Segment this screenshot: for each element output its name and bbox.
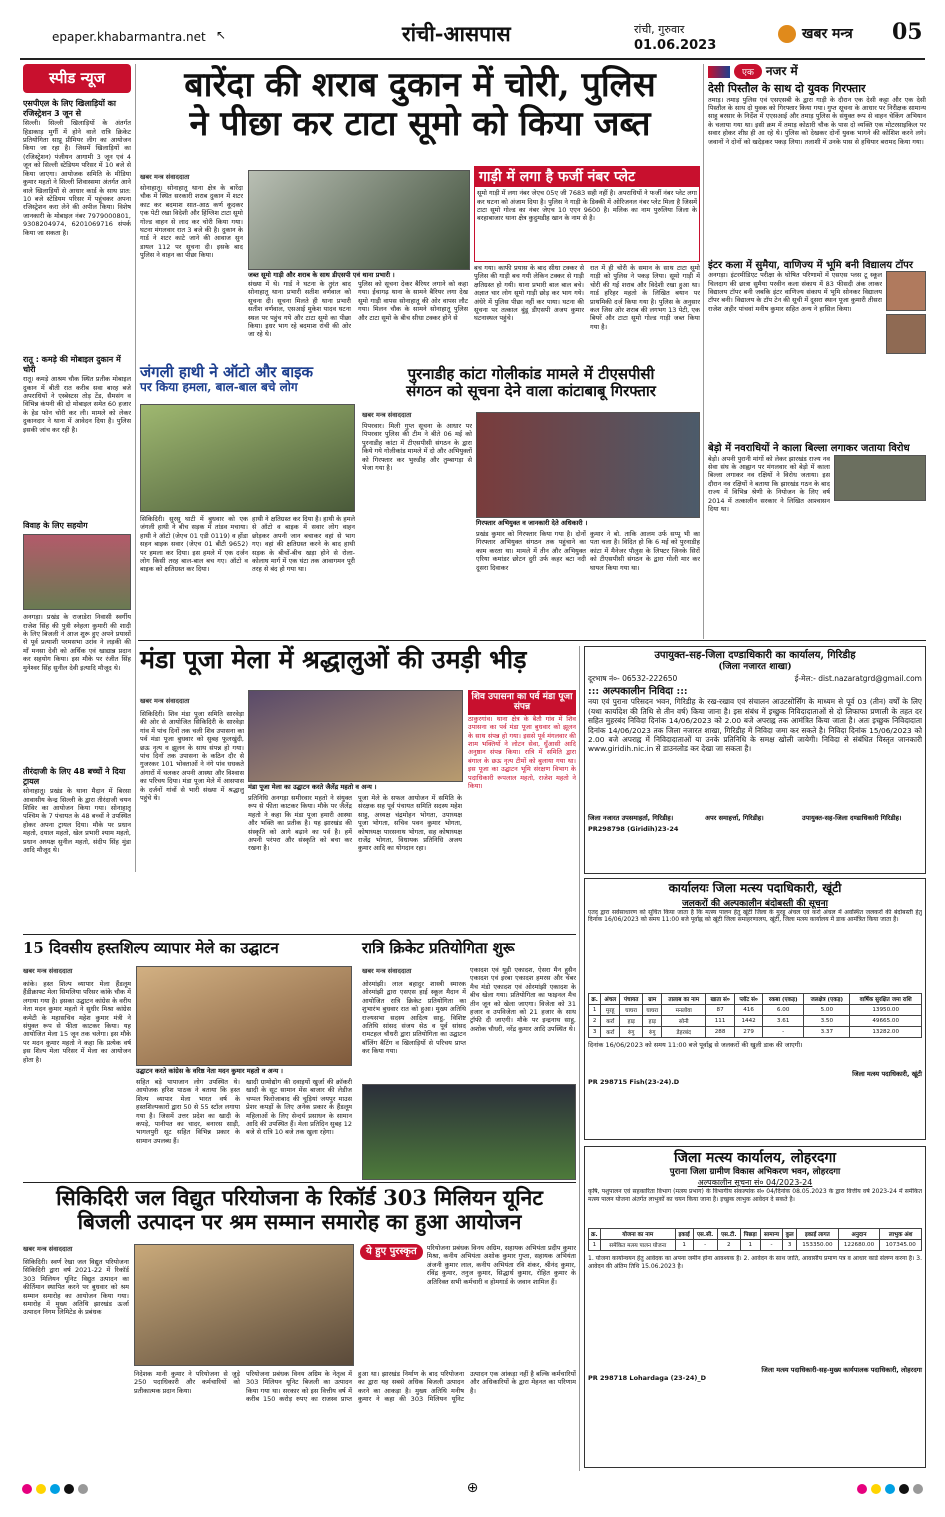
speed-news-body-1: सिल्ली। सिल्ली खिलाड़ियों के अंतर्गत हिडाकाड़ मुर्गी में होने वाले रात्रि क्रिकेट प्रतियोगिता साप्रू प्रीमियर लीग का आयोजन किया जा रहा है। जिसमें खिलाड़ियों का (रजिस्ट्रेशन) पंजीयन आगामी 3 जून एवं 4 जून को सिल्ली स्टेडियम परिसर में 10 बजे से किया जाएगा। आयोजक समिति के मीडिया कुमार महतो ने सिल्ली शिवास्समा अंतर्गत आने वाले खिलाड़ियों से आधार कार्ड के साथ प्रात: 10 बजे स्टेडियम परिसर में पहुंचकर अपना रजिस्ट्रेशन करा लेने की अपील किया। विशेष जानकारी के मोबाइल नंबर 7979000801, 9308204974, 6201069716 संपर्क किया जा सकता है।: [23, 119, 131, 237]
nazar-title-3: बेड़ो में नवराधियों ने काला बिल्ला लगाकर जताया विरोध: [708, 443, 910, 455]
speed-news-column: [23, 64, 131, 872]
cursor-icon: ↖: [216, 28, 227, 42]
wedding-photo: [23, 534, 131, 610]
table-cell: 87: [706, 1004, 735, 1015]
shilp-photo-caption: उद्घाटन करते कांग्रेस के वरिष्ठ नेता मदन कुमार महतो व अन्य ।: [136, 1066, 352, 1075]
table-cell: 122680.00: [838, 1240, 880, 1251]
header-date: 01.06.2023: [634, 38, 717, 53]
table-cell: 6.00: [763, 1004, 804, 1015]
table-header-cell: प्लॉट सं०: [735, 993, 763, 1004]
notice1-email[interactable]: ई-मेल:- dist.nazaratgrd@gmail.com: [794, 673, 922, 683]
table-cell: 3.50: [804, 1015, 850, 1026]
kantababu-byline: खबर मन्त्र संवाददाता: [362, 411, 412, 419]
table-cell: रुंगु: [620, 1026, 643, 1037]
notice2-title: कार्यालयः जिला मत्स्य पदाधिकारी, खूंटी: [668, 881, 842, 895]
sikidiri-byline: खबर मन्त्र संवाददाता: [23, 1245, 73, 1253]
notice3-sig: जिला मत्स्य पदाधिकारी-सह-मुख्य कार्यपालक पदाधिकारी, लोहरदगा: [761, 1366, 922, 1375]
table-cell: मुरहू: [601, 1004, 620, 1015]
sikidiri-body-2: परियोजना प्रबंधक विनय अग्रिम के नेतृत्व में 303 मिलियन यूनिट बिजली का उत्पादन किया गया था। सरकार को इस वित्तीय वर्ष में करीब 150 करोड़ रुपए का राजस्व प्राप्त हुआ था। झारखंड निर्माण के बाद परियोजना का द्वारा यह सबसे अधिक बिजली उत्पादन करने का आकड़ा है। मुख्य अतिथि मनीष कुमार ने कहा की 303 मिलियन यूनिट उत्पादन एक आंकड़ा नहीं है बल्कि कर्मचारियों और अधिकारियों के द्वारा मेहनत का परिणाम है।: [246, 1370, 576, 1404]
speed-news-title-4: तीरंदाजी के लिए 48 बच्चों ने दिया ट्रायल: [23, 767, 126, 787]
table-cell: 111: [706, 1015, 735, 1026]
fake-plate-title: गाड़ी में लगा है फर्जी नंबर प्लेट: [475, 167, 699, 187]
table-cell: 107345.00: [880, 1240, 922, 1251]
table-cell: 1: [589, 1004, 601, 1015]
table-cell: 1: [589, 1240, 601, 1251]
sikidiri-body-1: सिकिदिरी। स्वर्ण रेखा जल विद्युत परियोजना सिकिदिरी द्वारा वर्ष 2021-22 में रिकॉर्ड 303 मिलियन यूनिट विद्युत उत्पादन का कीर्तिमान स्थापित करने पर बुधवार को श्रम सम्मान समारोह का आयोजन किया गया। समारोह में मुख्य अतिथि झारखंड ऊर्जा उत्पादन निगम लिमिटेड के प्रबंधक: [23, 1258, 129, 1317]
section-title: रांची-आसपास: [402, 21, 511, 46]
table-cell: घाघरा: [643, 1004, 662, 1015]
table-cell: हाड़: [643, 1015, 662, 1026]
table-cell: मनलोवा: [662, 1004, 706, 1015]
table-header-cell: खाता सं०: [706, 993, 735, 1004]
table-cell: 5.00: [804, 1004, 850, 1015]
nazar-body-2: अनगड़ा। इंटरमीडिएट परीक्षा के घोषित परिणामों में एसएस प्लस टू स्कूल चिलदाग की छात्रा सुमैया परवीन कला संकाय में 83 फीसदी अंक लाकर विद्यालय टॉपर बनी जबकि इंटर वाणिज्य संकाय में भूमि सोनकर विद्यालय टॉपर बनी। विद्यालय के टॉप टेन की सूची में दूसरा स्थान पूजा कुमारी तीसरा राजेश अहीर पांचवां मनीष कुमार सहित अन्य ने हासिल किया।: [708, 271, 882, 313]
mela-body-1: सिकिदिरी। शिव मंडा पूजा समिति सारवेड़ा की ओर से आयोजित सिकिदिरी के सारवेड़ा गांव में पांच दिनों तक चली शिव उपासना का पर्व मंडा पूजा बुधवार को सुबह फूलखुंदी, छऊ नृत्य व झूलन के साथ संपन्न हो गया। पांच दिनों तक उपासना के कठिन दौर से गुजरकर 101 भोक्ताओं ने नंगे पांव धधकते अंगारों में चलकर अपनी आस्था और विश्वास का परिचय दिया। मंडा पूजा मेले में आसपास के दर्जनों गांवों से भारी संख्या में श्रद्धालु पहुंचे थे।: [140, 710, 244, 803]
table-row: [589, 1004, 922, 1015]
kantababu-photo-caption: गिरफ्तार अभियुक्त व जानकारी देते अधिकारी ।: [476, 518, 700, 527]
table-header-cell: पंचायत: [620, 993, 643, 1004]
nazar-title-2: इंटर कला में सुमैया, वाणिज्य में भूमि बनी विद्यालय टॉपर: [708, 259, 913, 271]
speed-news-body-3: अनगड़ा। प्रखंड के राजाडेरा निवासी स्वर्गीय राजेश सिंह की पुत्री स्नेहला कुमारी की शादी के लिए बिजली ने आज शुरू हुए अपने प्रयासों से पूर्व प्रत्याशी परमसभा उरांव ने लड़की की माँ मनसा देवी को अर्थिक एवं खाद्यान्न प्रदान कर सहयोग किया। इस मौके पर रंजीत सिंह मुनेश्वर सिंह सुनील देवी इत्यादि मौजूद थे।: [23, 613, 131, 672]
notice2-subtitle: जलकरों की अल्पकालीन बंदोबस्ती की सूचना: [682, 898, 828, 909]
table-header-cell: ग्राम: [643, 993, 662, 1004]
kantababu-headline: पुरनाडीह कांटा गोलीकांड मामले में टीएसपीसी संगठन को सूचना देने वाला कांटाबाबू गिरफ्तार: [406, 365, 656, 401]
table-cell: 416: [735, 1004, 763, 1015]
kantababu-body-3: कुमार ने बो. ताकि आलम उर्फ सप्पू भी का पता चला है। विदित हो कि 6 मई को पुरनाडीह कांटा में मैनेजर पौलुस के लिफ्टर जिनके सिरों को टीएसपीसी संगठन के द्वारा गोली मार कर घायल किया गया था।: [590, 530, 700, 572]
table-header-cell: इकाई: [675, 1229, 693, 1240]
notice1-org: उपायुक्त-सह-जिला दण्डाधिकारी का कार्यालय, गिरिडीह: [654, 650, 856, 661]
elephant-photo: [140, 404, 355, 512]
notice-khunti: [584, 878, 926, 1140]
awardees-body: परियोजना प्रबंधक विनय अग्रिम, सहायक अभियंता प्रदीप कुमार मिश्रा, कनीय अभियंता अशोक कुमार गुप्ता, सहायक अभियंता अंजनी कुमार लाल, कनीय अभियंता रवि शंकर, श्रीनंद कुमार, रविंद्र कुमार, तनुज कुमार, सिद्धार्थ कुमार, रोहित कुमार के अतिरिक्त सभी कर्मचारी व होमगार्ड के जवान शामिल हैं।: [426, 1244, 576, 1286]
nazar-title: नजर में: [765, 64, 798, 78]
table-cell: रुंगु: [643, 1026, 662, 1037]
table-header-cell: इकाई लागत: [797, 1229, 839, 1240]
nazar-body-1: तमाड़। तमाड़ पुलिस एवं एसएसबी के द्वारा गाड़ी के दौरान एक देसी कट्टा और एक देसी पिस्तौल के साथ दो युवक को गिरफ्तार किया गया। गुप्त सूचना के आधार पर निरीक्षक सामान्य साहु बरसार के निर्देश में एएसआई और तमाड़ पुलिस के संयुक्त रूप से वाहन चेकिंग अभियान के चलाया गया था। इसी क्रम में तमाड़ कोठारी चौक के पास दो व्यक्ति एक मोटरसाइकिल पर सवार होकर शीघ्र ही आ रहे थे। पुलिस को देखकर दोनों युवक भागने की कोशिश करने लगे। जवानों ने दोनों को खदेड़कर पकड़ लिया। तलाशी में उनके पास से हथियार बरामद किया गया।: [708, 95, 926, 146]
notice2-body: एतद् द्वारा सर्वसाधारण को सूचित किया जाता है कि मत्स्य पालन हेतु खूंटी जिला के मुरहू अंचल एवं कर्रा अंचल में अवस्थित जलकरों की बंदोबस्ती हेतु दिनांक 16/06/2023 को समय 11:00 बजे पूर्वाह्न को खूंटी जिला समाहरणालय, खूंटी, जिला मत्स्य कार्यालय में डाक आमंत्रित किया जाता है।: [588, 908, 922, 924]
table-header-cell: क्र.: [589, 993, 601, 1004]
table-header-cell: अनुदान: [838, 1229, 880, 1240]
notice2-note: दिनांक 16/06/2023 को समय 11:00 बजे पूर्वाह्न से जलकरों की खुली डाक की जाएगी।: [588, 1040, 803, 1049]
notice1-sig1: जिला नजारत उपसमाहर्ता, गिरिडीह।: [588, 814, 674, 823]
footer-color-marks: [20, 1478, 925, 1498]
table-cell: 279: [735, 1026, 763, 1037]
table-header-cell: रकबा (एकड़): [763, 993, 804, 1004]
notice1-sig2: अपर समाहर्त्ता, गिरिडीह।: [705, 814, 764, 823]
topper-photo-1: [886, 271, 926, 311]
speed-news-title-2: रातू : कमड़े की मोबाइल दुकान में चोरी: [23, 355, 121, 375]
table-cell: 3: [783, 1240, 797, 1251]
shilp-body-3: खादी ग्रामोद्योग की दवाइयों खुर्जा की क्रॉकरी खादी के सूट सामान मेंस बाजार की लेडीज चप्पल फिरोजाबाद की चूड़ियां जयपुर माउस प्रेशर कपड़ों के लिए अनेक प्रकार के हैंडलूम महिलाओं के लिए सेन्दर्य प्रसाधन के सामान आदि की उपस्थित हैं। मेला प्रतिदिन सुबह 12 बजे से रात्रि 10 बजे तक खुला रहेगा।: [246, 1078, 352, 1137]
shiv-body: ठाकुरगांव। थाना क्षेत्र के बैतौ गांव में शिव उपासना का पर्व मंडा पूजा बुधवार को झूलन के साथ संपन्न हो गया। इससे पूर्व मंगलवार की शाम भक्तियों ने लोटन सेवा, धुँआसी आदि अनुष्ठान संपन्न किया। रात्रि में समिति द्वारा बंगाल के छऊ नृत्य टीमों को बुलाया गया था। इस पूजा का उद्घाटन भूमि संरक्षण विभाग के पदाधिकारी रूपलाल महतो, राजेश महतो ने किया।: [468, 714, 576, 790]
table-cell: 2: [589, 1015, 601, 1026]
notice3-pr: PR 298718 Lohardaga (23-24)_D: [588, 1374, 706, 1383]
page-number: 05: [892, 19, 923, 45]
notice1-phone: दूरभाष नं०- 06532-222650: [588, 673, 678, 683]
cricket-body-1: ओरमांझी। लाल बहादुर शास्त्री स्मारक ओरमांझी द्वारा एसएस हाई स्कूल मैदान में आयोजित रात्रि क्रिकेट प्रतियोगिता का शुभारंभ बुधवार रात को हुआ। मुख्य अतिथि राज्यसभा सदस्य आदित्य साहु, विशिष्ट अतिथि सांसद संजय सेठ व पूर्व सांसद रामटहल चौधरी द्वारा प्रतियोगिता का उद्घाटन बॉलिंग बैटिंग व खिलाड़ियों से परिचय प्राप्त कर किया गया।: [362, 980, 466, 1056]
lead-body-5: रात में ही चोरी के समान के साथ टाटा सूमो गाड़ी को पुलिस ने पकड़ लिया। सूमो गाड़ी में चोरी की गई शराब और विदेशी रखा हुआ था। गार्ड हरिहर महतो के लिखित बयान पर प्राथमिकी दर्ज किया गया है। पुलिस के अनुसार कल जिस ओर शराब की लगभग 13 पेटी, एक बियरें और टाटा सूमो गोल्ड गाड़ी जब्त किया गया है।: [590, 264, 700, 331]
shilp-byline: खबर मन्त्र संवाददाता: [23, 967, 73, 975]
kantababu-body-2: प्रखंड कुमार को गिरफ्तार किया गया है। दोनों गिरफ्तार अभियुक्त संगठन तक पहुंचाने का काम करता था। मामले में तीन और अभियुक्त एरिया कमांडर छोटन दुरी उर्फ कहर बटा नदी दूसरा दिवाकर: [476, 530, 586, 572]
table-header-cell: पिछड़ा: [740, 1229, 760, 1240]
fake-plate-box: [474, 166, 700, 262]
lead-body-4: बच गया। काफी प्रयास के बाद सीधा टक्कर से पुलिस की गाड़ी बच गयी लेकिन टक्कर से गाड़ी क्षतिग्रस्त हो गयी। थाना प्रभारी बाल बाल बचे। अज्ञात चार लोग सूमो गाड़ी छोड़ कर भाग गये। अंधेरे में पुलिस पीछा नहीं कर पाया। घटना की सूचना पर तत्काल बुंडू डीएसपी अजय कुमार घटनास्थल पहुंचे।: [474, 264, 584, 323]
cricket-byline: खबर मन्त्र संवाददाता: [362, 967, 412, 975]
notice1-sub: (जिला नजारत शाखा): [718, 661, 792, 672]
table-cell: 2: [717, 1240, 740, 1251]
shilp-body-1: कांके। हस्त शिल्प व्यापार मेला हैंडलूम हैंडीक्राफ्ट मेला सिमलिया परिसर कांके चौक में लगाया गया है। इसका उद्घाटन कांग्रेस के वरीय नेता मदन कुमार महतो ने सुधीर मिश्रा कांग्रेस कमेटी के महासचिव महेश कुमार मंत्री ने संयुक्त रूप से फीता काटकर किया। यह आयोजित मेला 15 जून तक चलेगा। इस मौके पर मदन कुमार महतो ने कहा कि प्रत्येक वर्ष इस शिल्प मेला परिसर में मेला का आयोजन होता है।: [23, 980, 131, 1064]
table-header-cell: कुल: [783, 1229, 797, 1240]
cricket-headline: रात्रि क्रिकेट प्रतियोगिता शुरू: [362, 939, 515, 957]
table-header-cell: जलक्षेत्र (एकड़): [804, 993, 850, 1004]
mela-headline: मंडा पूजा मेला में श्रद्धालुओं की उमड़ी भीड़: [140, 645, 527, 674]
table-header-cell: क्र.: [589, 1229, 601, 1240]
notice3-sub2: अल्पकालीन सूचना सं० 04/2023-24: [697, 1178, 813, 1188]
lead-body-2b: संख्या में थे। गार्ड ने घटना के तुरंत बाद सोनाहातू थाना प्रभारी सतीश वर्णवाल को सूचना दी। सूचना मिलते ही थाना प्रभारी सतीश वर्णवाल, एसआई मुकेश यादव घटना स्थल पर पहुंच गये और टाटा सूमो का पीछा किया। इधर भाग रहे बदमाश रांची की ओर जा रहे थे।: [248, 280, 351, 339]
cricket-body-2: एकादश एवं यूडी एकादश, ऐसरा मैन हुसैन एकादश एवं इरबा एकादश हमरस और चेंबर मैच मंडो एकादश एवं ओरमांझी एकादश के बीच खेला गया। प्रतियोगिता का फाइनल मैच तीन जून को खेला जाएगा। विजेता को 31 हजार व उपविजेता को 21 हजार के साथ ट्रॉफी दी जाएगी। मौके पर इन्द्रनाथ साहु, अशोक चौधरी, नरेंद्र कुमार आदि उपस्थित थे।: [470, 966, 576, 1033]
table-row: [589, 1026, 922, 1037]
notice2-pr: PR 298715 Fish(23-24).D: [588, 1077, 680, 1086]
lead-photo-caption: जब्त सूमो गाड़ी और शराब के साथ डीएसपी एवं थाना प्रभारी ।: [248, 270, 470, 279]
table-cell: 3: [589, 1026, 601, 1037]
table-row: [589, 1015, 922, 1026]
lead-byline: खबर मन्त्र संवाददाता: [140, 173, 190, 181]
nazar-title-1: देसी पिस्तौल के साथ दो युवक गिरफ्तार: [708, 82, 866, 95]
table-cell: सोनी: [662, 1015, 706, 1026]
notice3-body: कृषि, पशुपालन एवं सहकारिता विभाग (मत्स्य प्रभाग) के विभागीय संकल्पांक सं० 04/दिनांक 08.05.2023 के द्वारा वित्तीय वर्ष 2023-24 में समेकित मत्स्य पालन योजना अंतर्गत लाभुकों का चयन किया जाना है। इच्छुक लाभुक आवेदन दे सकते है।: [588, 1188, 922, 1203]
table-header-cell: एस.टी.: [717, 1229, 740, 1240]
header: [0, 0, 945, 66]
nazar-flag-icon: [708, 66, 730, 78]
kantababu-body-1: पिपरवार। मिली गुप्त सूचना के आधार पर पिपरवार पुलिस की टीम ने बीते 06 मई को पुरनाडीह कांटा में टीएसपीसी संगठन के द्वारा किये गये गोलीकांड मामले में दो और अभियुक्तों को गिरफ्तार कर भुरुडीह और तुम्बागड़ा से भेजा गया है।: [362, 422, 472, 473]
table-cell: -: [763, 1026, 804, 1037]
elephant-headline: जंगली हाथी ने ऑटो और बाइक पर किया हमला, बाल-बाल बचे लोग: [140, 363, 313, 395]
speed-news-body-4: सोनाहातू। प्रखंड के थाना मैदान में बिरसा आवासीय केन्द्र सिल्ली के द्वारा तीरंदाजी चयन शिविर का आयोजन किया गया। सोनाहातू पश्चिम के 7 पंचायत के 48 बच्चों ने उपस्थित होकर अपना ट्रायल दिया। मौके पर प्रधान महतो, दयाल महतो, खेल प्रभारी श्याम महतो, प्रधान अध्यक्ष सुनील महतो, संदीप सिंह मुंडा आदि मौजूद थे।: [23, 787, 131, 855]
notice1-body: नया एवं पुराना परिसदन भवन, गिरिडीह के रख-रखाव एवं संचालन आउटसोर्सिंग के माध्यम से पूर्व 03 (तीन) वर्षों के लिए (यथा कार्यादेश की तिथि से तीन वर्ष) किया जाना है। इस संबंध में इच्छुक निविदादाताओं से दो लिफाफा प्रणाली के तहत दर सहित मुहरबंद निविदा दिनांक 14/06/2023 को 2.00 बजे अपराह्न तक आमंत्रित किया जाता है। अतः इच्छुक निविदादाता दिनांक 14/06/2023 तक जिला नजारत शाखा, गिरिडीह में निविदा जमा कर सकते है। निविदा दिनांक 15/06/2023 को 2.00 बजे अपराह्न में निविदादाताओं या उनके प्रतिनिधि के समक्ष खोली जायेगी। निविदा से संबंधित विस्तृत जानकारी www.giridih.nic.in से डाउनलोड कर देखा जा सकता है।: [588, 697, 922, 754]
lead-headline: बारेंदा की शराब दुकान में चोरी, पुलिस ने पीछा कर टाटा सूमो को किया जब्त: [184, 65, 656, 145]
table-header-cell: अंचल: [601, 993, 620, 1004]
table-cell: 1: [740, 1240, 760, 1251]
protest-photo: [834, 455, 926, 501]
table-cell: 3.37: [804, 1026, 850, 1037]
site-url[interactable]: epaper.khabarmantra.net: [52, 30, 206, 44]
speed-news-title-1: एसपीएल के लिए खिलाड़ियों का रजिस्ट्रेशन 3 जून से: [23, 99, 116, 119]
header-day: रांची, गुरुवार: [634, 23, 685, 36]
table-cell: 288: [706, 1026, 735, 1037]
nazar-body-3: बेड़ो। अपनी पुरानी मांगों को लेकर झारखंड राज्य नव सेवा संघ के आह्वान पर मंगलवार को बेड़ो में काला बिल्ला लगाकर नव रक्षियों ने विरोध जताया। इस दौरान नव रक्षियों ने बताया कि झारखंड गठन के बाद राज्य में विभिन्न श्रेणी के नियोजन के लिए वर्ष 2014 में तत्कालीन सरकार ने लिखित आश्वासन दिया था।: [708, 454, 830, 514]
kantababu-photo: [476, 412, 700, 518]
elephant-body-1: सिकिदिरी। सुरसु घाटी में बुधवार को एक जंगली हाथी ने बीच सड़क में तांडव मचाया। हाथी ने ऑटो (जेएच 01 एडी 0119) व होंडा सहन बाइक सवार (जेएच 01 बीटी 9652) पर हमला कर दिया। इस हमले में एक दर्जन लोग किसी तरह बाल-बाल बच गए। ऑटो व बाइक को क्षतिग्रस्त कर दिया।: [140, 515, 248, 574]
shilp-headline: 15 दिवसीय हस्तशिल्प व्यापार मेले का उद्घाटन: [23, 939, 279, 957]
table-cell: 13282.00: [850, 1026, 922, 1037]
table-cell: 3.61: [763, 1015, 804, 1026]
lead-body-1: सोनाहातू। सोनाहातू थाना क्षेत्र के बारेंदा चौक में स्थित सरकारी शराब दुकान में शटर काट कर बदमाश सात-आठ कर्ण कूदकर एक पेटी रखा विदेशी और हिंग्लिश टाटा सूमो गोल्ड वाहन से लाद कर चोरी किया गया। घटना मंगलवार रात 3 बजे की है। दुकान के गार्ड ने शटर काटे जाने की आवाज सुन डायल 112 पर सूचना दी। इसके बाद पुलिस ने वाहन का पीछा किया।: [140, 184, 243, 260]
table-header-cell: योजना का नाम: [600, 1229, 675, 1240]
speed-news-title-3: विवाह के लिए सहयोग: [23, 521, 88, 531]
mela-body-2: प्रतिनिधि अनगड़ा समीरवार महतो ने संयुक्त रूप से फीता काटकर किया। मौके पर जैलेंद्र महतो ने कहा कि मंडा पूजा हमारी आस्था और भक्ति का प्रतीक है। यह झारखंड की संस्कृति को आगे बढ़ाने का पर्व है। हमें अपनी परंपरा और संस्कृति को बचा कर रखना है।: [248, 794, 352, 853]
table-cell: हाड़: [620, 1015, 643, 1026]
shilp-photo: [136, 966, 352, 1066]
fake-plate-body: सूमो गाड़ी में लगा नंबर जेएच 05ए जी 7683 सही नहीं है। अपराधियों ने फर्जी नंबर प्लेट लगा कर घटना को अंजाम दिया है। पुलिस ने गाड़ी के डिक्की में ओरिजनल नंबर प्लेट मिला है जिसमें टाटा सूमो गोल्ड का नंबर जेएच 10 एएन 9600 है। मलिक का नाम पुरुलिया जिला के बरहाबाजार थाना क्षेत्र कुदुमडीह खान के नाम से है।: [477, 189, 697, 223]
table-cell: 1: [675, 1240, 693, 1251]
notice-lohardaga: [584, 1146, 926, 1468]
table-cell: कर्रा: [601, 1015, 620, 1026]
table-row: [589, 1240, 922, 1251]
brand-name: खबर मन्त्र: [802, 26, 853, 42]
elephant-body-2: हाथी ने क्षतिग्रस्त कर दिया है। हाथी के हमले से ऑटो व बाइक में सवार लोग वाहन छोड़कर अपनी जान बचाकर वहां से भाग गए। वहां की क्षतिग्रस्त करने के बाद हाथी सड़क के बीचों-बीच खड़ा होने से रोला-कोलाघ मार्ग में एक घंटा तक आवागमन पूरी तरह से बंद हो गया था।: [252, 515, 355, 574]
notice3-notes: 1. योजना कार्यान्वयन हेतु आवेदक का अपना जमीन होना आवश्यक है। 2. आवेदन के साथ जाति, आवासीय प्रमाण पत्र व आधार कार्ड संलग्न करना है। 3. आवेदन की अंतिम तिथि 15.06.2023 है।: [588, 1255, 922, 1270]
speed-news-body-2: रातू। कमड़े आश्रम चौक स्थित प्रतीक मोबाइल दुकान में बीती रात करीब सवा बारह बजे अपराधियों ने एस्बेस्टस तोड़ टेंड, सैमसंग व विभिन्न कंपनी की दो मोबाइल समेत 60 हजार के हेड फोन चोरी कर ली। मामले को लेकर दुकानदार ने थाना में आवेदन दिया है। पुलिस इसकी जांच कर रही है।: [23, 375, 131, 434]
lead-photo: [248, 170, 470, 270]
notice-giridih: [584, 646, 926, 874]
notice2-table: [588, 993, 922, 1038]
shiv-box: [468, 690, 576, 930]
notice1-pr: PR298798 (Giridih)23-24: [588, 825, 679, 834]
table-header-cell: सामान्य: [760, 1229, 782, 1240]
table-cell: समेकित मत्स्य पालन योजना: [600, 1240, 675, 1251]
lead-body-3: पुलिस को सूचना देकर बैरियर लगाने को कहा गया। ईचागढ़ थाना के सामने बैरियर लगा देख सूमो गाड़ी वापस सोनाहातू की ओर वापस लौट गया। मिलन चौक के सामने सोनाहातू पुलिस और टाटा सूमो के बीच सीधा टक्कर होने से: [358, 280, 468, 322]
table-cell: 153350.00: [797, 1240, 839, 1251]
table-header-cell: तालाब का नाम: [662, 993, 706, 1004]
notice1-title: ::: अल्पकालीन निविदा :::: [588, 685, 688, 697]
table-cell: कर्रा: [601, 1026, 620, 1037]
table-cell: -: [760, 1240, 782, 1251]
nazar-label: एक: [734, 64, 762, 79]
awardees-pill: ये हुए पुरस्कृत: [360, 1244, 423, 1260]
mela-photo-caption: मंडा पूजा मेला का उद्घाटन करते जैलेंद्र महतो व अन्य ।: [248, 782, 463, 791]
table-header-cell: वार्षिक सुरक्षित जमा राशि: [850, 993, 922, 1004]
mela-body-3: पूजा मेले के सफल आयोजन में समिति के संरक्षक सह पूर्व पंचायत समिति सदस्य महेश साहु, अध्यक्ष चंद्रमोहन भोगता, उपाध्यक्ष पूजा भोगता, सचिव पवन कुमार भोगता, कोषाध्यक्ष पारसनाथ भोगता, सह कोषाध्यक्ष राजेंद्र भोगता, विधायक प्रतिनिधि अजय कुमार आदि का योगदान रहा।: [358, 794, 462, 853]
table-cell: 49665.00: [850, 1015, 922, 1026]
notice2-sig: जिला मत्स्य पदाधिकारी, खूंटी: [852, 1069, 922, 1078]
table-cell: 13950.00: [850, 1004, 922, 1015]
shiv-title: शिव उपासना का पर्व मंडा पूजा संपन्न: [468, 690, 576, 715]
notice3-subtitle: पुराना जिला ग्रामीण विकास अभिकरण भवन, लोहरदगा: [669, 1167, 841, 1178]
awardees-box: [360, 1244, 576, 1370]
mela-byline: खबर मन्त्र संवाददाता: [140, 697, 190, 705]
registration-mark-icon: ⊕: [466, 1480, 479, 1496]
notice1-sig3: उपायुक्त-सह-जिला दण्डाधिकारी गिरिडीह।: [802, 814, 902, 823]
notice3-table: [588, 1228, 922, 1251]
table-header-cell: एस.सी.: [693, 1229, 717, 1240]
brand-logo-icon: [778, 25, 796, 43]
table-header-cell: लाभुक अंश: [880, 1229, 922, 1240]
sikidiri-photo-caption: निदेशक मानी कुमार ने परियोजना से जुड़े 250 पदाधिकारी और कर्मचारियों को प्रतीकात्मक प्रदान किया।: [134, 1370, 240, 1395]
table-cell: डेहरबंद: [662, 1026, 706, 1037]
shilp-body-2: सहित बड़े पापाजान लोग उपस्थित थे। आयोजक हरिश पाठक ने बताया कि हस्त शिल्प व्यापार मेला भारत वर्ष के हस्तशिल्पकारों द्वारा 50 से 55 स्टॉल लगाया गया है। जिसमें उत्तर प्रदेश का खादी के कपड़े, पानीपत का चादर, बनारस साड़ी, भागलपुरी सूट सहित विभिन्न प्रकार के सामान उपलब्ध हैं।: [136, 1078, 240, 1145]
table-cell: -: [693, 1240, 717, 1251]
speed-news-logo: स्पीड न्यूज: [23, 64, 131, 93]
cricket-photo: [362, 1084, 576, 1180]
table-cell: 1442: [735, 1015, 763, 1026]
sikidiri-photo: [134, 1244, 354, 1366]
nazar-column: [708, 64, 926, 639]
mela-photo: [248, 690, 463, 782]
table-cell: घाघरा: [620, 1004, 643, 1015]
notice3-title: जिला मत्स्य कार्यालय, लोहरदगा: [673, 1150, 836, 1166]
topper-photo-2: [886, 314, 926, 354]
sikidiri-headline: सिकिदिरी जल विद्युत परियोजना के रिकॉर्ड 303 मिलियन यूनिट बिजली उत्पादन पर श्रम सम्मान समारोह का हुआ आयोजन: [56, 1185, 543, 1235]
